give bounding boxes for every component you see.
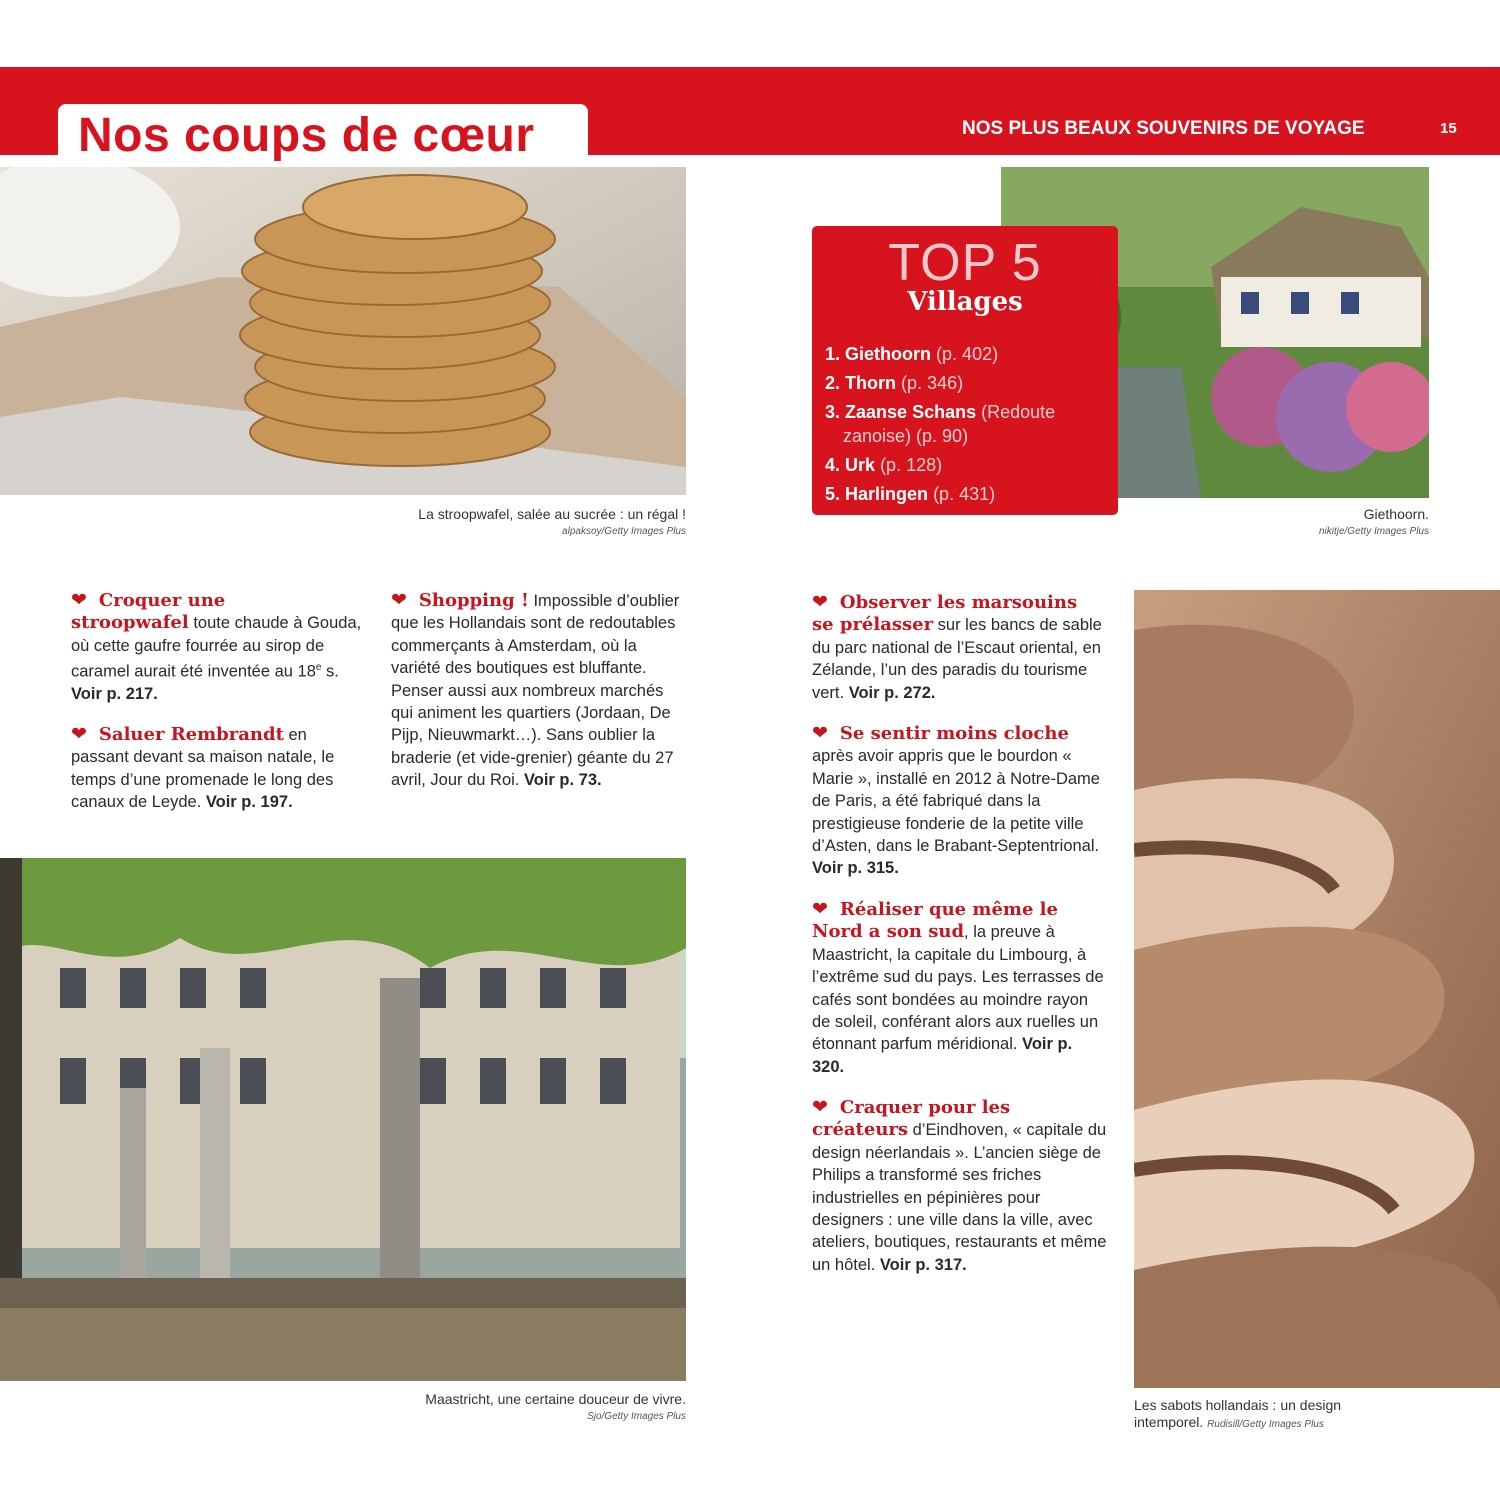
- top5-list: [825, 342, 1115, 511]
- article-cloche: ❤ Se sentir moins cloche après avoir appris que le bourdon « Marie », installé en 2012 à Notre-Dame de Paris, a été fabriqué dans la prestigieuse fonderie de la petite ville d’Asten, dans le Brabant-Septentrional. Voir p. 315.: [812, 723, 1100, 878]
- article-createurs: ❤ Craquer pour les créateurs d’Eindhoven, « capitale du design néerlandais ». L’ancien siège de Philips a transformé ses friches industrielles en pépinières pour designers : une ville dans la ville, avec ateliers, boutiques, restaurants et même un hôtel. Voir p. 317.: [812, 1097, 1107, 1274]
- list-item: 3. Zaanse Schans (Redoute zanoise) (p. 90): [825, 402, 1056, 446]
- heart-icon: ❤: [812, 723, 828, 744]
- stroopwafel-caption: La stroopwafel, salée au sucrée : un régal !: [418, 506, 686, 522]
- heart-icon: ❤: [71, 724, 87, 745]
- sabots-caption: Les sabots hollandais : un design intemporel. Rudisill/Getty Images Plus: [1134, 1397, 1342, 1430]
- list-item: 1. Giethoorn (p. 402): [825, 344, 999, 364]
- sabots-credit: Rudisill/Getty Images Plus: [1207, 1419, 1324, 1430]
- top5-title: TOP 5: [888, 234, 1042, 292]
- stroopwafel-credit: alpaksoy/Getty Images Plus: [562, 526, 686, 537]
- sabots-photo: [1134, 590, 1500, 1388]
- heart-icon: ❤: [812, 592, 828, 613]
- section-label: NOS PLUS BEAUX SOUVENIRS DE VOYAGE: [962, 118, 1365, 139]
- list-item: 4. Urk (p. 128): [825, 455, 943, 475]
- giethoorn-caption: Giethoorn.: [1363, 506, 1429, 522]
- giethoorn-credit: nikitje/Getty Images Plus: [1318, 526, 1429, 537]
- article-rembrandt: ❤ Saluer Rembrandt en passant devant sa maison natale, le temps d’une promenade le long des canaux de Leyde. Voir p. 197.: [71, 724, 335, 812]
- list-item: 2. Thorn (p. 346): [825, 373, 964, 393]
- article-shopping: ❤ Shopping ! Impossible d’oublier que les Hollandais sont de redoutables commerçants à Amsterdam, où la variété des boutiques est bluffante. Penser aussi aux nombreux marchés qui animent les quartiers (Jordaan, De Pijp, Nieuwmarkt…). Sans oublier la braderie (et vide-grenier) géante du 27 avril, Jour du Roi. Voir p. 73.: [391, 590, 680, 790]
- article-marsouins: ❤ Observer les marsouins se prélasser sur les bancs de sable du parc national de l’Escaut oriental, en Zélande, l’un des paradis du tourisme vert. Voir p. 272.: [812, 592, 1102, 702]
- top5-subtitle: Villages: [907, 287, 1023, 317]
- maastricht-caption: Maastricht, une certaine douceur de vivre.: [425, 1391, 686, 1407]
- article-nord: ❤ Réaliser que même le Nord a son sud, la preuve à Maastricht, la capitale du Limbourg, à l’extrême sud du pays. Les terrasses de cafés sont bondées au moindre rayon de soleil, conférant alors aux ruelles un étonnant parfum méridional. Voir p. 320.: [812, 899, 1104, 1076]
- page-title: Nos coups de cœur: [78, 109, 535, 162]
- heart-icon: ❤: [71, 590, 87, 611]
- heart-icon: ❤: [812, 899, 828, 920]
- heart-icon: ❤: [391, 590, 407, 611]
- heart-icon: ❤: [812, 1097, 828, 1118]
- maastricht-credit: Sjo/Getty Images Plus: [587, 1411, 686, 1422]
- article-stroopwafel: ❤ Croquer une stroopwafel toute chaude à Gouda, où cette gaufre fourrée au sirop de caramel aurait été inventée au 18e s. Voir p. 217.: [71, 590, 362, 704]
- maastricht-photo: [0, 858, 686, 1381]
- page-number: 15: [1440, 120, 1457, 137]
- list-item: 5. Harlingen (p. 431): [825, 484, 996, 504]
- stroopwafel-photo: [0, 167, 686, 495]
